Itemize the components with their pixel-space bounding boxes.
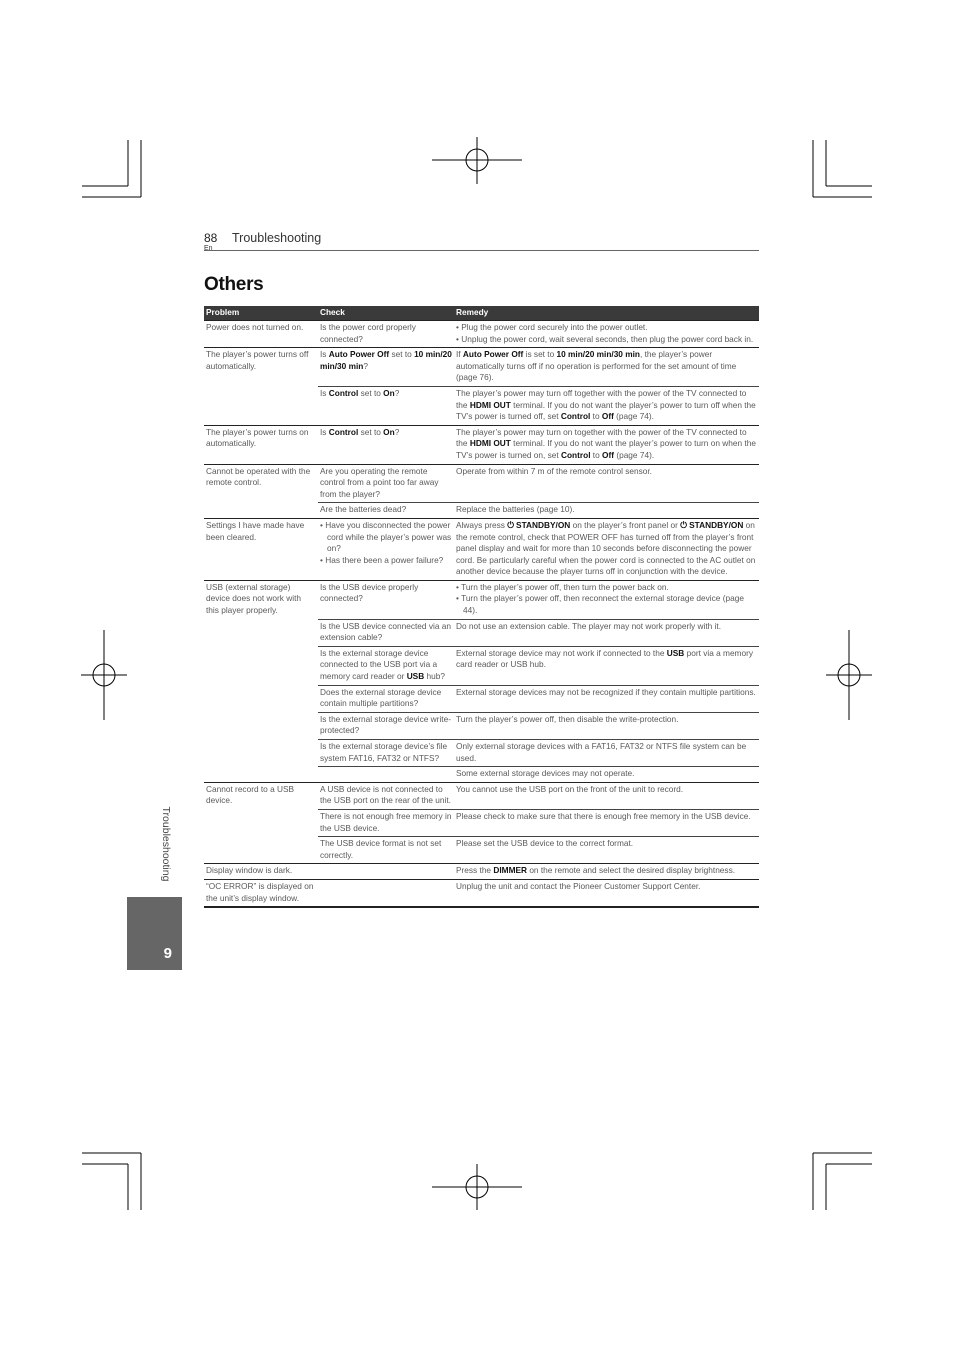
bold-term: 10 min/20 min/30 min xyxy=(556,349,640,360)
text-run: A USB device is not connected to the USB port on the rear of the unit. xyxy=(320,783,451,806)
text-run: Is xyxy=(320,387,329,398)
table-header-row xyxy=(204,306,759,321)
text-run: (page 74). xyxy=(614,449,655,460)
check-cell xyxy=(318,782,454,809)
check-cell xyxy=(318,464,454,503)
remedy-cell xyxy=(454,580,759,619)
text-run: Are you operating the remote control from a point too far away from the player? xyxy=(320,465,439,499)
paragraph xyxy=(320,811,452,834)
check-cell xyxy=(318,864,454,880)
bold-term: USB xyxy=(406,671,425,682)
registration-mark-bottom xyxy=(432,1164,522,1210)
problem-cell: Display window is dark. xyxy=(204,864,318,880)
paragraph xyxy=(456,427,757,462)
bold-term: Auto Power Off xyxy=(328,349,390,360)
text-run: on the remote and select the desired display brightness. xyxy=(527,865,736,876)
bullet-icon: • xyxy=(320,519,326,530)
crop-mark-bottom-left xyxy=(82,1153,141,1210)
remedy-cell xyxy=(454,646,759,685)
remedy-cell xyxy=(454,425,759,464)
bold-term: Off xyxy=(601,411,614,422)
bold-term: HDMI OUT xyxy=(469,399,511,410)
paragraph xyxy=(320,582,452,605)
text-run: The player’s power may turn off together with the power of the TV connected to the xyxy=(456,387,747,410)
check-cell xyxy=(318,580,454,619)
page-number: 88 xyxy=(204,231,218,245)
check-cell xyxy=(318,837,454,864)
text-run: ? xyxy=(394,426,400,437)
paragraph xyxy=(320,687,452,710)
crop-mark-bottom-right xyxy=(813,1153,872,1210)
bold-term: On xyxy=(383,426,395,437)
paragraph xyxy=(320,714,452,737)
text-run: Is the power cord properly connected? xyxy=(320,322,416,344)
text-run: External storage devices may not be recognized if they contain multiple partitions. xyxy=(456,686,756,697)
table-row xyxy=(204,782,759,809)
text-run: Please set the USB device to the correct format. xyxy=(456,838,634,849)
bullet-item xyxy=(456,593,757,616)
text-run: You cannot use the USB port on the front of the unit to record. xyxy=(456,783,684,794)
paragraph xyxy=(456,687,757,699)
text-run: Unplug the power cord, wait several seconds, then plug the power cord back in. xyxy=(461,333,754,344)
check-cell xyxy=(318,518,454,580)
bullet-item xyxy=(456,334,757,346)
bullet-item xyxy=(320,555,452,567)
header-check: Check xyxy=(318,306,454,321)
problem-cell: Cannot record to a USB device. xyxy=(204,782,318,864)
text-run: Press the xyxy=(456,865,494,876)
text-run: Do not use an extension cable. The player may not work properly with it. xyxy=(456,620,722,631)
problem-cell: “OC ERROR” is displayed on the unit’s display window. xyxy=(204,879,318,907)
registration-mark-left xyxy=(81,630,127,720)
text-run: Unplug the unit and contact the Pioneer Customer Support Center. xyxy=(456,880,701,891)
paragraph xyxy=(456,621,757,633)
chapter-tab xyxy=(127,897,182,970)
text-run: External storage device may not work if connected to the xyxy=(456,647,667,658)
bold-term: Control xyxy=(560,411,591,422)
bullet-item xyxy=(456,322,757,334)
paragraph xyxy=(320,504,452,516)
text-run: set to xyxy=(389,349,415,360)
check-cell xyxy=(318,646,454,685)
text-run: Only external storage devices with a FAT16, FAT32 or NTFS file system can be used. xyxy=(456,741,747,763)
bullet-icon: • xyxy=(456,581,462,592)
text-run: set to xyxy=(358,426,384,437)
remedy-cell xyxy=(454,782,759,809)
paragraph xyxy=(456,838,757,850)
paragraph xyxy=(456,811,757,823)
table-row xyxy=(204,464,759,503)
text-run: , the player’s power automatically turns off if no operation is performed for the set amount of time (page 76). xyxy=(456,349,737,383)
text-run: Operate from within 7 m of the remote control sensor. xyxy=(456,465,652,476)
text-run: If xyxy=(456,349,463,360)
section-header: Troubleshooting xyxy=(232,231,322,245)
paragraph xyxy=(456,741,757,764)
check-cell xyxy=(318,809,454,836)
paragraph xyxy=(320,741,452,764)
bold-term: Control xyxy=(328,426,359,437)
registration-mark-right xyxy=(826,630,872,720)
text-run: Is xyxy=(320,426,329,437)
bullet-item xyxy=(456,582,757,594)
bullet-icon: • xyxy=(456,322,462,332)
text-run: Turn the player’s power off, then reconnect the external storage device (page 44). xyxy=(461,593,744,616)
text-run: Does the external storage device contain multiple partitions? xyxy=(320,686,442,709)
check-cell xyxy=(318,740,454,767)
paragraph xyxy=(456,504,757,516)
bold-term: Off xyxy=(602,449,615,460)
text-run: on the remote control, check that POWER OFF has turned off from the player’s front panel display and wait for more than 10 seconds before disconnecting the power cord. Be particularly careful when the power cord is connected to the AC outlet on another device because the player turns off in conjunction with the device. xyxy=(456,519,756,577)
paragraph xyxy=(320,838,452,861)
remedy-cell xyxy=(454,518,759,580)
remedy-cell xyxy=(454,321,759,348)
table-row xyxy=(204,425,759,464)
text-run: Is the external storage device’s file system FAT16, FAT32 or NTFS? xyxy=(320,741,448,763)
paragraph xyxy=(320,388,452,400)
text-run: The USB device format is not set correctly. xyxy=(320,838,442,860)
text-run: Always press xyxy=(456,519,508,530)
bold-term: USB xyxy=(666,647,685,658)
language-code: En xyxy=(204,245,213,252)
bold-term: On xyxy=(383,387,395,398)
paragraph xyxy=(456,768,757,780)
problem-cell: USB (external storage) device does not work with this player properly. xyxy=(204,580,318,782)
table-row xyxy=(204,580,759,619)
problem-cell: Settings I have made have been cleared. xyxy=(204,518,318,580)
text-run: Is the external storage device write-protected? xyxy=(320,713,451,736)
text-run: Plug the power cord securely into the power outlet. xyxy=(461,322,648,332)
text-run: Please check to make sure that there is enough free memory in the USB device. xyxy=(456,810,751,821)
bullet-item xyxy=(320,520,452,555)
table-row xyxy=(204,321,759,348)
remedy-cell xyxy=(454,767,759,783)
remedy-cell xyxy=(454,809,759,836)
paragraph xyxy=(320,427,452,439)
text-run: Turn the player’s power off, then turn the power back on. xyxy=(461,581,669,592)
check-cell xyxy=(318,685,454,712)
problem-cell: Cannot be operated with the remote control. xyxy=(204,464,318,518)
bold-term: DIMMER xyxy=(493,865,528,876)
problem-cell: The player’s power turns off automatically. xyxy=(204,348,318,426)
paragraph xyxy=(320,784,452,807)
crop-mark-top-left xyxy=(82,140,141,197)
text-run: Turn the player’s power off, then disable the write-protection. xyxy=(456,713,679,724)
text-run: port via a memory card reader or USB hub. xyxy=(456,647,753,670)
text-run: terminal. If you do not want the player’s power to turn off when the TV’s power is turned off, set xyxy=(456,399,756,422)
remedy-cell xyxy=(454,685,759,712)
bold-term: Control xyxy=(328,387,359,398)
header-problem: Problem xyxy=(204,306,318,321)
header-remedy: Remedy xyxy=(454,306,759,321)
remedy-cell xyxy=(454,879,759,907)
paragraph xyxy=(456,784,757,796)
bold-term: HDMI OUT xyxy=(469,438,511,449)
paragraph xyxy=(320,648,452,683)
text-run: There is not enough free memory in the USB device. xyxy=(320,810,452,833)
text-run: set to xyxy=(358,387,384,398)
text-run: The player’s power may turn on together with the power of the TV connected to the xyxy=(456,426,747,449)
bold-term: 10 min/20 min/30 min xyxy=(320,349,452,371)
text-run: to xyxy=(590,411,602,422)
text-run: ? xyxy=(363,360,368,371)
text-run: Is the USB device properly connected? xyxy=(320,581,419,604)
text-run: Is the external storage device connected to the USB port via a memory card reader or xyxy=(320,647,438,682)
remedy-cell xyxy=(454,864,759,880)
remedy-cell xyxy=(454,503,759,519)
registration-mark-top xyxy=(432,137,522,184)
remedy-cell xyxy=(454,712,759,739)
page-title: Others xyxy=(204,274,264,295)
text-run: Is xyxy=(320,349,329,360)
check-cell xyxy=(318,712,454,739)
paragraph xyxy=(320,466,452,501)
text-run: terminal. If you do not want the player’s power to turn on when the TV’s power is turned on, set xyxy=(456,438,756,460)
check-cell xyxy=(318,503,454,519)
bullet-icon: • xyxy=(456,593,462,604)
text-run: Are the batteries dead? xyxy=(320,504,407,515)
paragraph xyxy=(456,349,757,384)
remedy-cell xyxy=(454,348,759,387)
check-cell xyxy=(318,619,454,646)
text-run: Is the USB device connected via an extension cable? xyxy=(320,620,451,643)
remedy-cell xyxy=(454,464,759,503)
text-run: on the player’s front panel or xyxy=(570,519,681,530)
remedy-cell xyxy=(454,837,759,864)
text-run: to xyxy=(590,449,603,460)
problem-cell: The player’s power turns on automatically. xyxy=(204,425,318,464)
paragraph xyxy=(456,466,757,478)
table-row xyxy=(204,348,759,387)
bold-term: Auto Power Off xyxy=(462,349,524,360)
paragraph xyxy=(456,714,757,726)
paragraph xyxy=(320,621,452,644)
side-section-label: Troubleshooting xyxy=(160,806,172,882)
check-cell xyxy=(318,879,454,907)
bold-term: ⏻ STANDBY/ON xyxy=(507,519,571,530)
table-row xyxy=(204,518,759,580)
problem-cell: Power does not turned on. xyxy=(204,321,318,348)
bullet-icon: • xyxy=(456,333,462,344)
check-cell xyxy=(318,767,454,783)
paragraph xyxy=(456,388,757,423)
troubleshooting-table xyxy=(204,306,759,908)
bullet-icon: • xyxy=(320,554,326,565)
paragraph xyxy=(456,648,757,671)
check-cell xyxy=(318,386,454,425)
bold-term: ⏻ STANDBY/ON xyxy=(680,519,744,530)
text-run: (page 74). xyxy=(613,411,654,422)
header-rule xyxy=(204,250,759,251)
chapter-number: 9 xyxy=(163,945,172,962)
text-run: hub? xyxy=(424,671,445,682)
text-run: is set to xyxy=(523,349,557,360)
text-run: Have you disconnected the power cord while the player’s power was on? xyxy=(325,519,452,554)
table-row xyxy=(204,879,759,907)
paragraph xyxy=(456,881,757,893)
text-run: Replace the batteries (page 10). xyxy=(456,504,575,515)
table-row xyxy=(204,864,759,880)
crop-mark-top-right xyxy=(813,140,872,197)
bold-term: Control xyxy=(561,449,591,460)
remedy-cell xyxy=(454,740,759,767)
text-run: Has there been a power failure? xyxy=(325,554,444,565)
check-cell xyxy=(318,348,454,387)
paragraph xyxy=(456,520,757,578)
text-run: Some external storage devices may not operate. xyxy=(456,768,635,779)
paragraph xyxy=(320,322,452,345)
check-cell xyxy=(318,425,454,464)
text-run: ? xyxy=(394,387,400,398)
check-cell xyxy=(318,321,454,348)
remedy-cell xyxy=(454,619,759,646)
remedy-cell xyxy=(454,386,759,425)
paragraph xyxy=(320,349,452,372)
paragraph xyxy=(456,865,757,877)
